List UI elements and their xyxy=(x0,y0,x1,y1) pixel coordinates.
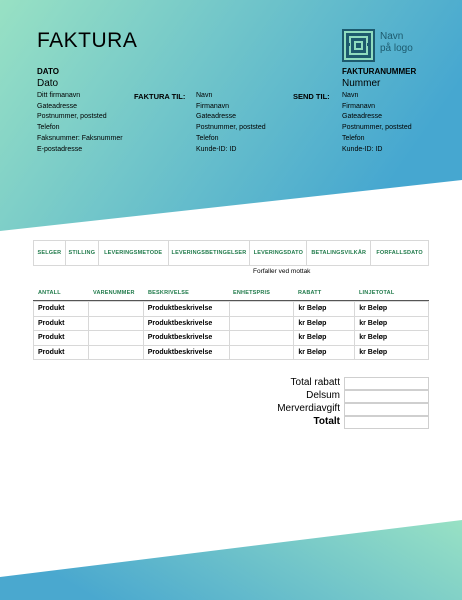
payment-terms-header: BETALINGSVILKÅR xyxy=(307,241,371,266)
ship-to-name: Navn xyxy=(342,92,359,99)
logo-icon xyxy=(342,29,375,62)
description-cell: Produktbeskrivelse xyxy=(143,316,229,331)
payment-terms-value: Forfaller ved mottak xyxy=(253,268,311,275)
unit-price-cell xyxy=(229,345,294,360)
discount-cell: kr Beløp xyxy=(294,345,355,360)
table-row xyxy=(34,331,429,346)
ship-to-customer-id: Kunde-ID: ID xyxy=(342,145,383,153)
footer-gradient-background xyxy=(0,520,462,600)
item-number-cell xyxy=(88,331,143,346)
ship-to-phone: Telefon xyxy=(342,134,365,142)
line-total-cell: kr Beløp xyxy=(355,302,429,317)
item-number-cell xyxy=(88,316,143,331)
bill-to-address xyxy=(196,91,266,155)
total-value xyxy=(344,416,429,429)
qty-cell: Produkt xyxy=(34,331,89,346)
sender-fax: Faksnummer: Faksnummer xyxy=(37,134,123,142)
item-number-header: VARENUMMER xyxy=(93,290,135,296)
table-row xyxy=(34,345,429,360)
delivery-date-header: LEVERINGSDATO xyxy=(250,241,307,266)
table-row xyxy=(34,302,429,317)
vat-value xyxy=(344,403,429,416)
logo-placeholder-text: Navn på logo xyxy=(380,31,413,54)
position-header: STILLING xyxy=(65,241,98,266)
unit-price-cell xyxy=(229,302,294,317)
total-discount-label: Total rabatt xyxy=(290,377,340,388)
date-value: Dato xyxy=(37,78,59,89)
total-discount-value xyxy=(344,377,429,390)
bill-to-postal: Postnummer, poststed xyxy=(196,124,266,132)
sender-phone: Telefon xyxy=(37,124,60,132)
unit-price-cell xyxy=(229,316,294,331)
subtotal-value xyxy=(344,390,429,403)
unit-price-header: ENHETSPRIS xyxy=(233,290,271,296)
discount-header: RABATT xyxy=(298,290,322,296)
seller-header: SELGER xyxy=(34,241,66,266)
line-total-cell: kr Beløp xyxy=(355,345,429,360)
bill-to-name: Navn xyxy=(196,92,213,99)
discount-cell: kr Beløp xyxy=(294,316,355,331)
discount-cell: kr Beløp xyxy=(294,331,355,346)
vat-label: Merverdiavgift xyxy=(277,403,340,414)
line-total-cell: kr Beløp xyxy=(355,316,429,331)
items-table xyxy=(33,301,429,360)
item-number-cell xyxy=(88,302,143,317)
invoice-number-value: Nummer xyxy=(342,78,381,89)
line-total-header: LINJETOTAL xyxy=(359,290,395,296)
bill-to-phone: Telefon xyxy=(196,134,219,142)
sender-email: E-postadresse xyxy=(37,145,83,153)
total-label: Totalt xyxy=(313,416,340,427)
ship-to-label: SEND TIL: xyxy=(293,92,330,101)
ship-to-street: Gateadresse xyxy=(342,113,383,121)
sender-postal: Postnummer, poststed xyxy=(37,113,107,121)
qty-header: ANTALL xyxy=(38,290,61,296)
bill-to-label: FAKTURA TIL: xyxy=(134,92,186,101)
description-cell: Produktbeskrivelse xyxy=(143,331,229,346)
date-label: DATO xyxy=(37,67,59,76)
due-date-header: FORFALLSDATO xyxy=(371,241,429,266)
delivery-method-header: LEVERINGSMETODE xyxy=(98,241,168,266)
description-cell: Produktbeskrivelse xyxy=(143,345,229,360)
invoice-title: FAKTURA xyxy=(37,29,138,52)
invoice-number-label: FAKTURANUMMER xyxy=(342,67,417,76)
bill-to-customer-id: Kunde-ID: ID xyxy=(196,145,237,153)
delivery-info-header-row xyxy=(34,241,429,266)
description-cell: Produktbeskrivelse xyxy=(143,302,229,317)
sender-company: Ditt firmanavn xyxy=(37,92,81,99)
ship-to-postal: Postnummer, poststed xyxy=(342,124,412,132)
sender-street: Gateadresse xyxy=(37,102,78,110)
unit-price-cell xyxy=(229,331,294,346)
description-header: BESKRIVELSE xyxy=(148,290,190,296)
bill-to-company: Firmanavn xyxy=(196,102,230,110)
sender-address xyxy=(37,91,123,155)
ship-to-address xyxy=(342,91,412,155)
qty-cell: Produkt xyxy=(34,316,89,331)
table-row xyxy=(34,316,429,331)
delivery-terms-header: LEVERINGSBETINGELSER xyxy=(168,241,250,266)
line-total-cell: kr Beløp xyxy=(355,331,429,346)
items-header-row xyxy=(33,287,429,301)
subtotal-label: Delsum xyxy=(306,390,340,401)
qty-cell: Produkt xyxy=(34,302,89,317)
qty-cell: Produkt xyxy=(34,345,89,360)
bill-to-street: Gateadresse xyxy=(196,113,237,121)
item-number-cell xyxy=(88,345,143,360)
delivery-info-table xyxy=(33,240,429,266)
discount-cell: kr Beløp xyxy=(294,302,355,317)
ship-to-company: Firmanavn xyxy=(342,102,376,110)
